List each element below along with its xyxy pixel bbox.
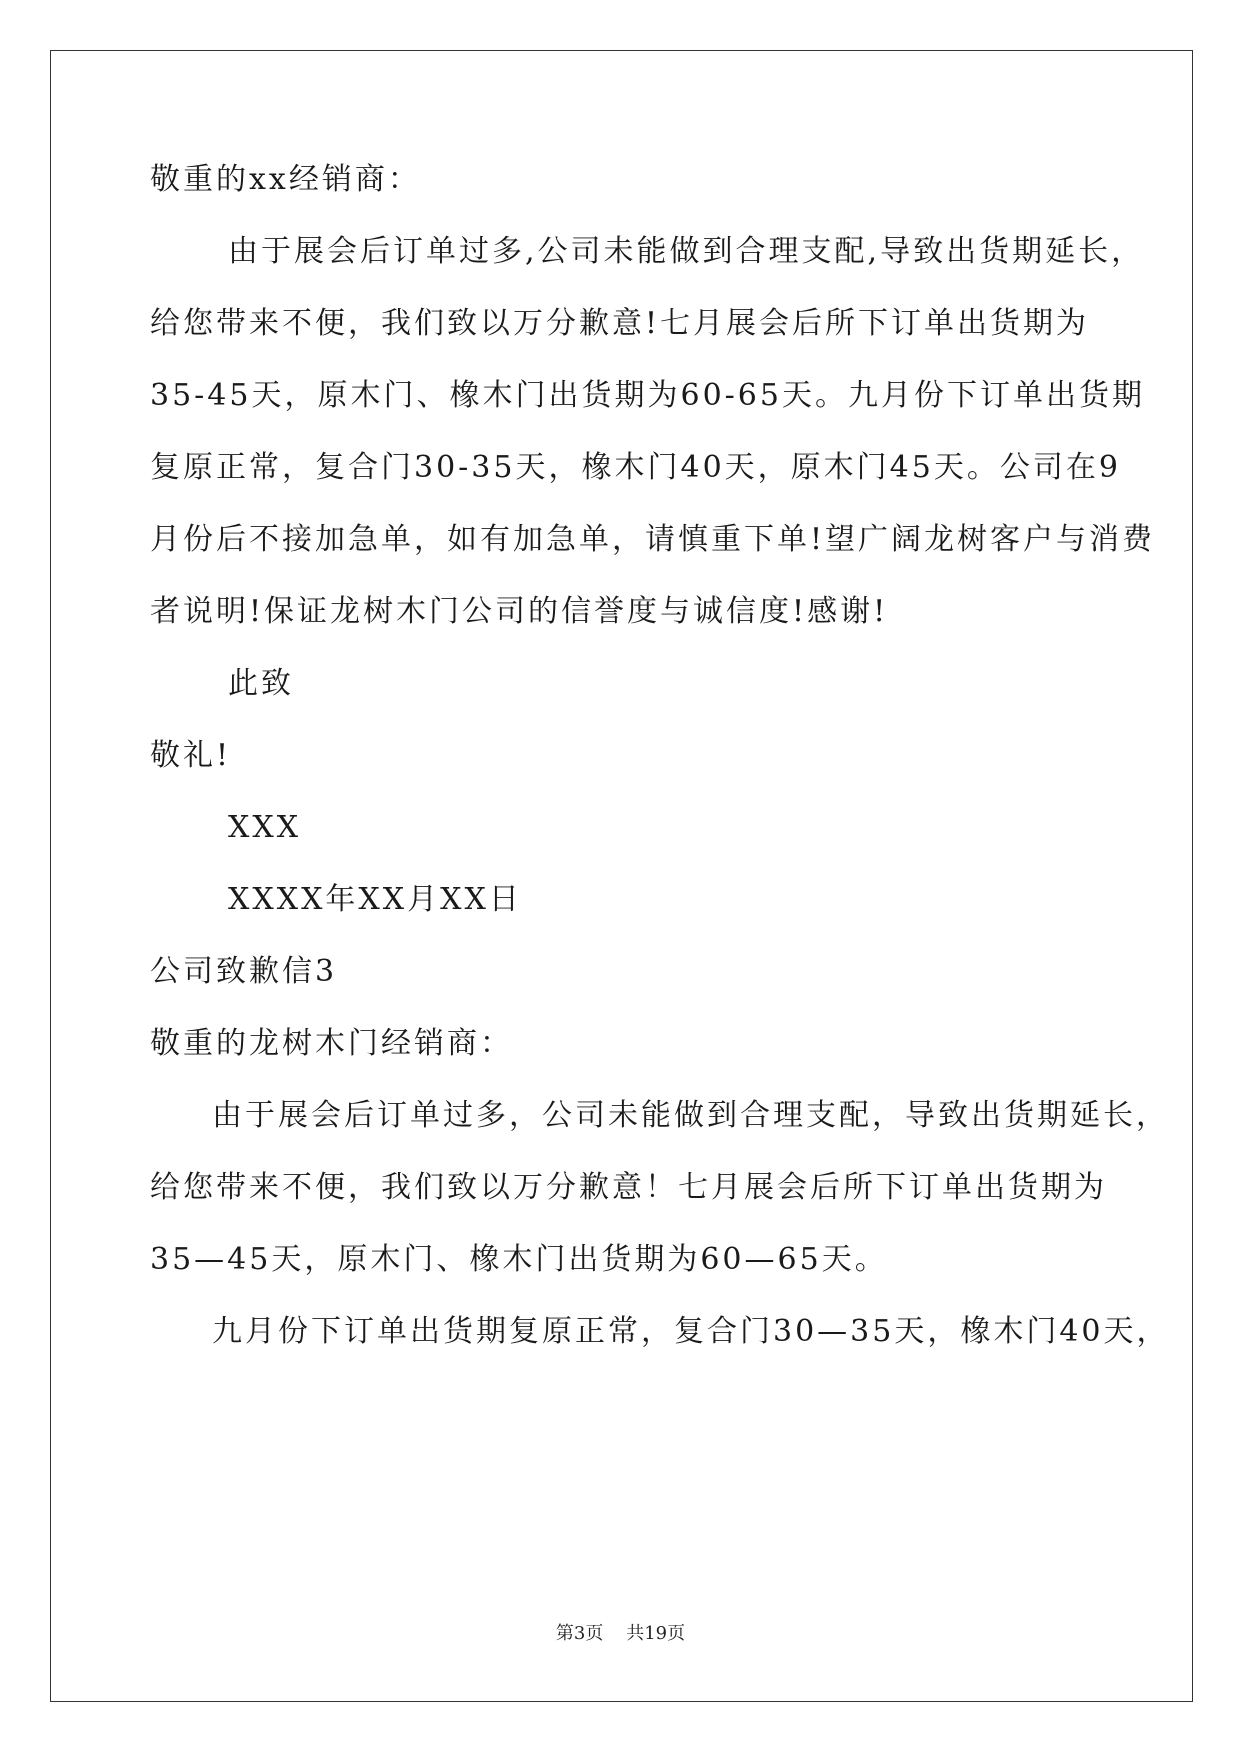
letter2-date: XXXX年XX月XX日	[228, 882, 522, 917]
letter2-body-line: 月份后不接加急单，如有加急单，请慎重下单!望广阔龙树客户与消费	[150, 522, 1156, 557]
letter2-salutation: 敬重的xx经销商：	[150, 162, 421, 197]
letter3-title: 公司致歉信3	[150, 954, 338, 989]
letter2-body-line: 复原正常，复合门30-35天，橡木门40天，原木门45天。公司在9	[150, 450, 1121, 485]
letter2-closing-2: 敬礼!	[150, 738, 232, 773]
letter2-signature: XXX	[228, 810, 302, 845]
page-number-current: 第3页	[555, 1623, 604, 1644]
letter2-body-line: 由于展会后订单过多,公司未能做到合理支配,导致出货期延长，	[228, 234, 1145, 269]
letter2-closing-1: 此致	[228, 666, 294, 701]
letter3-body-line: 给您带来不便，我们致以万分歉意！七月展会后所下订单出货期为	[150, 1170, 1107, 1205]
page-footer	[0, 1622, 1241, 1646]
page-border	[50, 50, 1193, 1702]
footer-gap	[603, 1623, 626, 1644]
page-number-total: 共19页	[626, 1623, 686, 1644]
letter3-body-line: 35—45天，原木门、橡木门出货期为60—65天。	[150, 1242, 888, 1277]
letter3-salutation: 敬重的龙树木门经销商：	[150, 1026, 513, 1061]
letter3-body-line: 九月份下订单出货期复原正常，复合门30—35天，橡木门40天，	[212, 1314, 1170, 1349]
letter2-body-line: 给您带来不便，我们致以万分歉意!七月展会后所下订单出货期为	[150, 306, 1090, 341]
letter2-body-line: 35-45天，原木门、橡木门出货期为60-65天。九月份下订单出货期	[150, 378, 1145, 413]
letter3-body-line: 由于展会后订单过多，公司未能做到合理支配，导致出货期延长，	[212, 1098, 1169, 1133]
letter2-body-line: 者说明!保证龙树木门公司的信誉度与诚信度!感谢!	[150, 594, 889, 629]
